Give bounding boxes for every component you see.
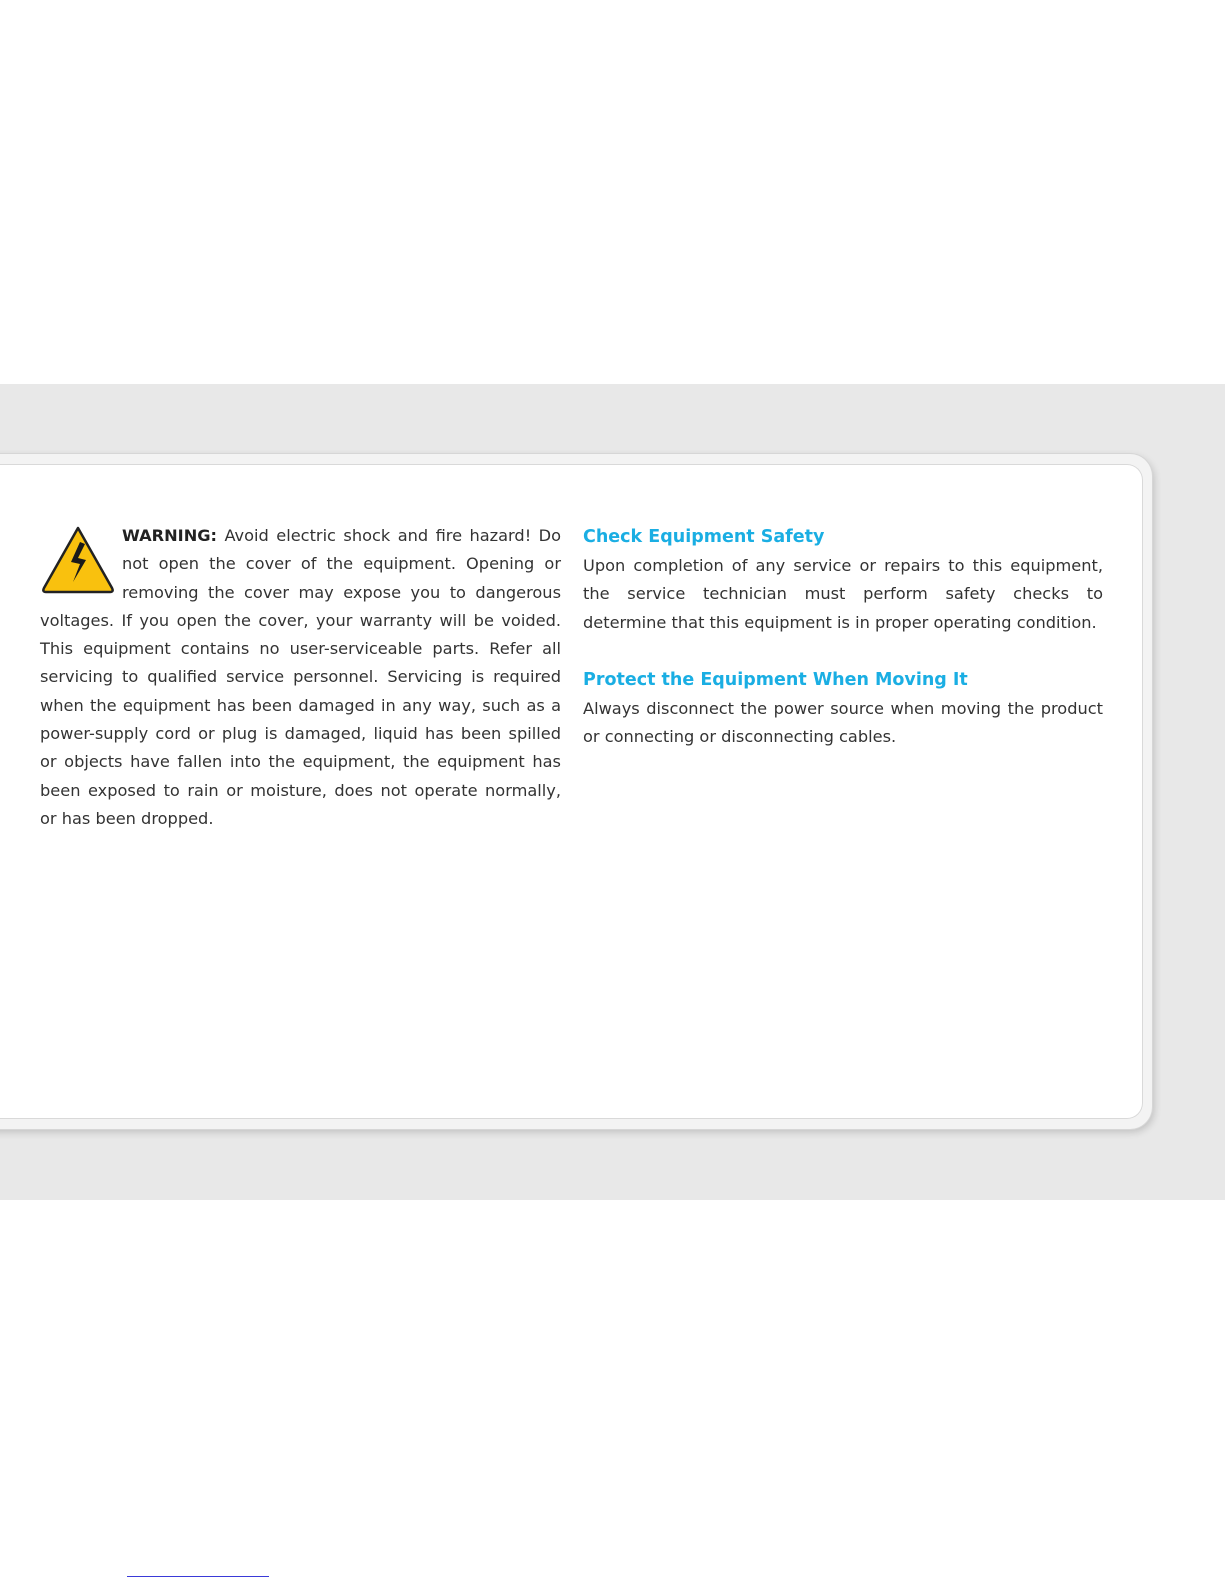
section-title-check-equipment-safety: Check Equipment Safety — [583, 527, 825, 547]
footnote-divider — [127, 1576, 269, 1577]
warning-label: WARNING: — [122, 526, 217, 545]
warning-text: Avoid electric shock and fire hazard! Do not open the cover of the equipment. Opening or removing the cover may expose you to dangerous voltages. If you open the cover, your warranty will be voided. This equipment contains no user-serviceable parts. Refer all servicing to qualified service personnel. Servicing is required when the equipment has been damaged in any way, such as a power-supply cord or plug is damaged, liquid has been spilled or objects have fallen into the equipment, the equipment has been exposed to rain or moisture, does not operate normally, or has been dropped. — [40, 526, 561, 828]
electric-hazard-icon — [40, 524, 116, 596]
section-title-protect-equipment: Protect the Equipment When Moving It — [583, 669, 968, 690]
section-body-check-equipment-safety: Upon completion of any service or repairs to this equipment, the service technician must perform safety checks to determine that this equipment is in proper operating condition. — [583, 556, 1103, 632]
safety-sections-column — [583, 522, 1103, 779]
warning-column — [40, 522, 561, 833]
section-body-protect-equipment: Always disconnect the power source when moving the product or connecting or disconnecting cables. — [583, 698, 1103, 747]
